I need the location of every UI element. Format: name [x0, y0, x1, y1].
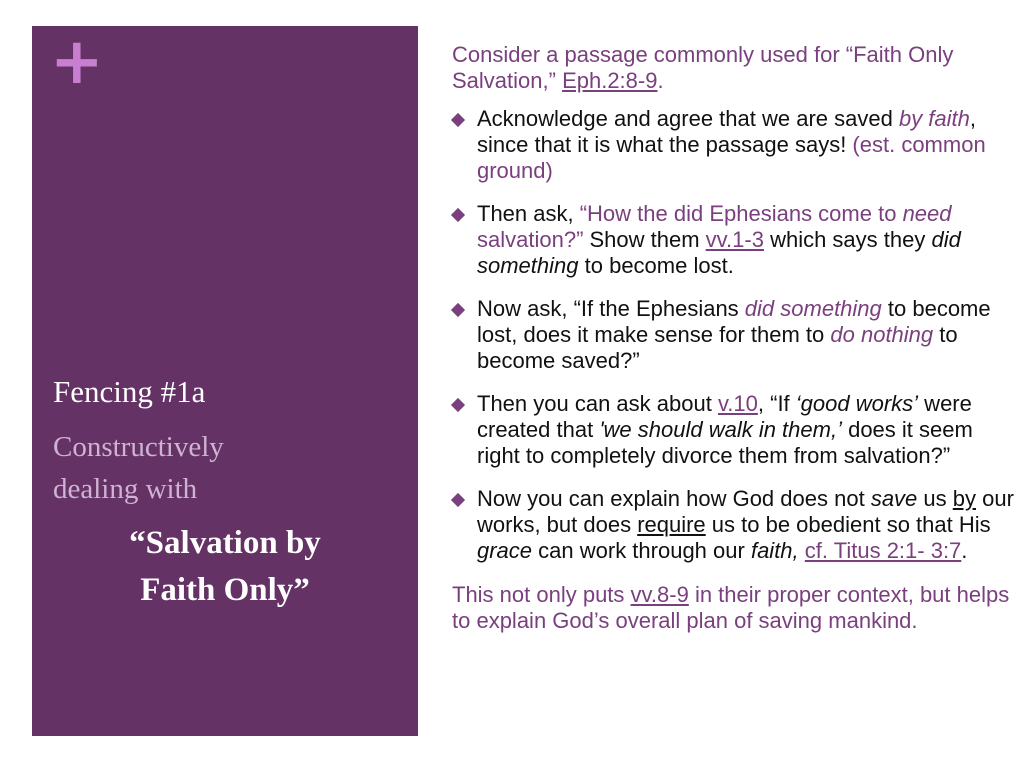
bullet-3-emphasis-2: do nothing	[830, 322, 934, 347]
diamond-bullet-icon	[451, 493, 465, 507]
bullet-4-text-3: were created that	[477, 391, 972, 442]
bullet-1-text-1: Acknowledge and agree that we are saved	[477, 106, 899, 131]
bullet-5-text-1: Now you can explain how God does not	[477, 486, 871, 511]
bullet-item-4	[452, 391, 1014, 469]
diamond-bullet-icon	[451, 113, 465, 127]
subtitle-line-2: dealing with	[53, 473, 198, 505]
bullet-3-text-2: to become lost, does it make sense for them to	[477, 296, 991, 347]
titus-link[interactable]: cf. Titus 2:1- 3:7	[804, 538, 962, 563]
bullet-1-emphasis: by faith	[898, 106, 970, 131]
subtitle-line-1: Constructively	[53, 431, 224, 463]
bullet-5-text-4: us to be obedient so that His	[705, 512, 991, 537]
slide-subtitle	[53, 426, 373, 510]
title-panel	[32, 26, 418, 736]
outro-text-1: This not only puts	[452, 582, 631, 607]
diamond-bullet-icon	[451, 303, 465, 317]
diamond-bullet-icon	[451, 398, 465, 412]
vv-8-9-link[interactable]: vv.8-9	[630, 582, 689, 607]
bullet-1-note: (est. common ground)	[477, 132, 986, 183]
slide-body	[452, 42, 1014, 634]
bullet-2-text-2: Show them	[583, 227, 706, 252]
outro-paragraph	[452, 582, 1014, 634]
quote-line-2: Faith Only”	[140, 572, 310, 608]
bullet-5-underline-by: by	[952, 486, 977, 511]
quote-line-1: “Salvation by	[129, 525, 321, 561]
intro-text: Consider a passage commonly used for “Faith Only Salvation,”	[452, 42, 954, 93]
bullet-2-text-3: which says they	[763, 227, 932, 252]
slide-title: Fencing #1a	[53, 374, 206, 409]
plus-icon: +	[50, 25, 104, 99]
bullet-3-text-1: Now ask, “If the Ephesians	[477, 296, 745, 321]
bullet-list	[452, 106, 1014, 564]
bullet-5-text-5: can work through our	[532, 538, 751, 563]
bullet-5-text-7: .	[961, 538, 968, 563]
diamond-bullet-icon	[451, 208, 465, 222]
intro-paragraph	[452, 42, 1014, 94]
bullet-5-emphasis-grace: grace	[477, 538, 533, 563]
bullet-2-emphasis: did something	[477, 227, 961, 278]
bullet-2-emphasis-need: need	[902, 201, 952, 226]
bullet-5-underline-require: require	[637, 512, 706, 537]
intro-end: .	[657, 68, 664, 93]
bullet-item-5	[452, 486, 1014, 564]
bullet-5-emphasis-faith: faith,	[750, 538, 799, 563]
bullet-2-text-1: Then ask,	[477, 201, 580, 226]
bullet-5-emphasis-save: save	[870, 486, 918, 511]
bullet-5-text-2: us	[917, 486, 953, 511]
outro-text-2: in their proper context, but helps to explain God’s overall plan of saving mankind.	[452, 582, 1010, 633]
bullet-4-text-1: Then you can ask about	[477, 391, 718, 416]
bullet-4-emphasis-2: 'we should walk in them,’	[599, 417, 842, 442]
bullet-3-emphasis-1: did something	[744, 296, 882, 321]
bullet-3-text-3: to become saved?”	[477, 322, 958, 373]
bullet-4-text-4: does it seem right to completely divorce them from salvation?”	[477, 417, 973, 468]
v-10-link[interactable]: v.10	[717, 391, 758, 416]
bullet-2-question-2: salvation?”	[477, 227, 584, 252]
bullet-2-question-1: “How the did Ephesians come to	[579, 201, 903, 226]
bullet-item-3	[452, 296, 1014, 374]
bullet-4-emphasis-1: ‘good works’	[795, 391, 919, 416]
eph-2-8-9-link[interactable]: Eph.2:8-9	[562, 68, 658, 93]
bullet-2-text-4: to become lost.	[578, 253, 734, 278]
slide-quote	[32, 520, 418, 614]
bullet-item-2	[452, 201, 1014, 279]
bullet-1-text-2: , since that it is what the passage says!	[477, 106, 977, 157]
bullet-5-text-3: our works, but does	[477, 486, 1014, 537]
vv-1-3-link[interactable]: vv.1-3	[705, 227, 764, 252]
bullet-item-1	[452, 106, 1014, 184]
bullet-4-text-2: , “If	[757, 391, 796, 416]
